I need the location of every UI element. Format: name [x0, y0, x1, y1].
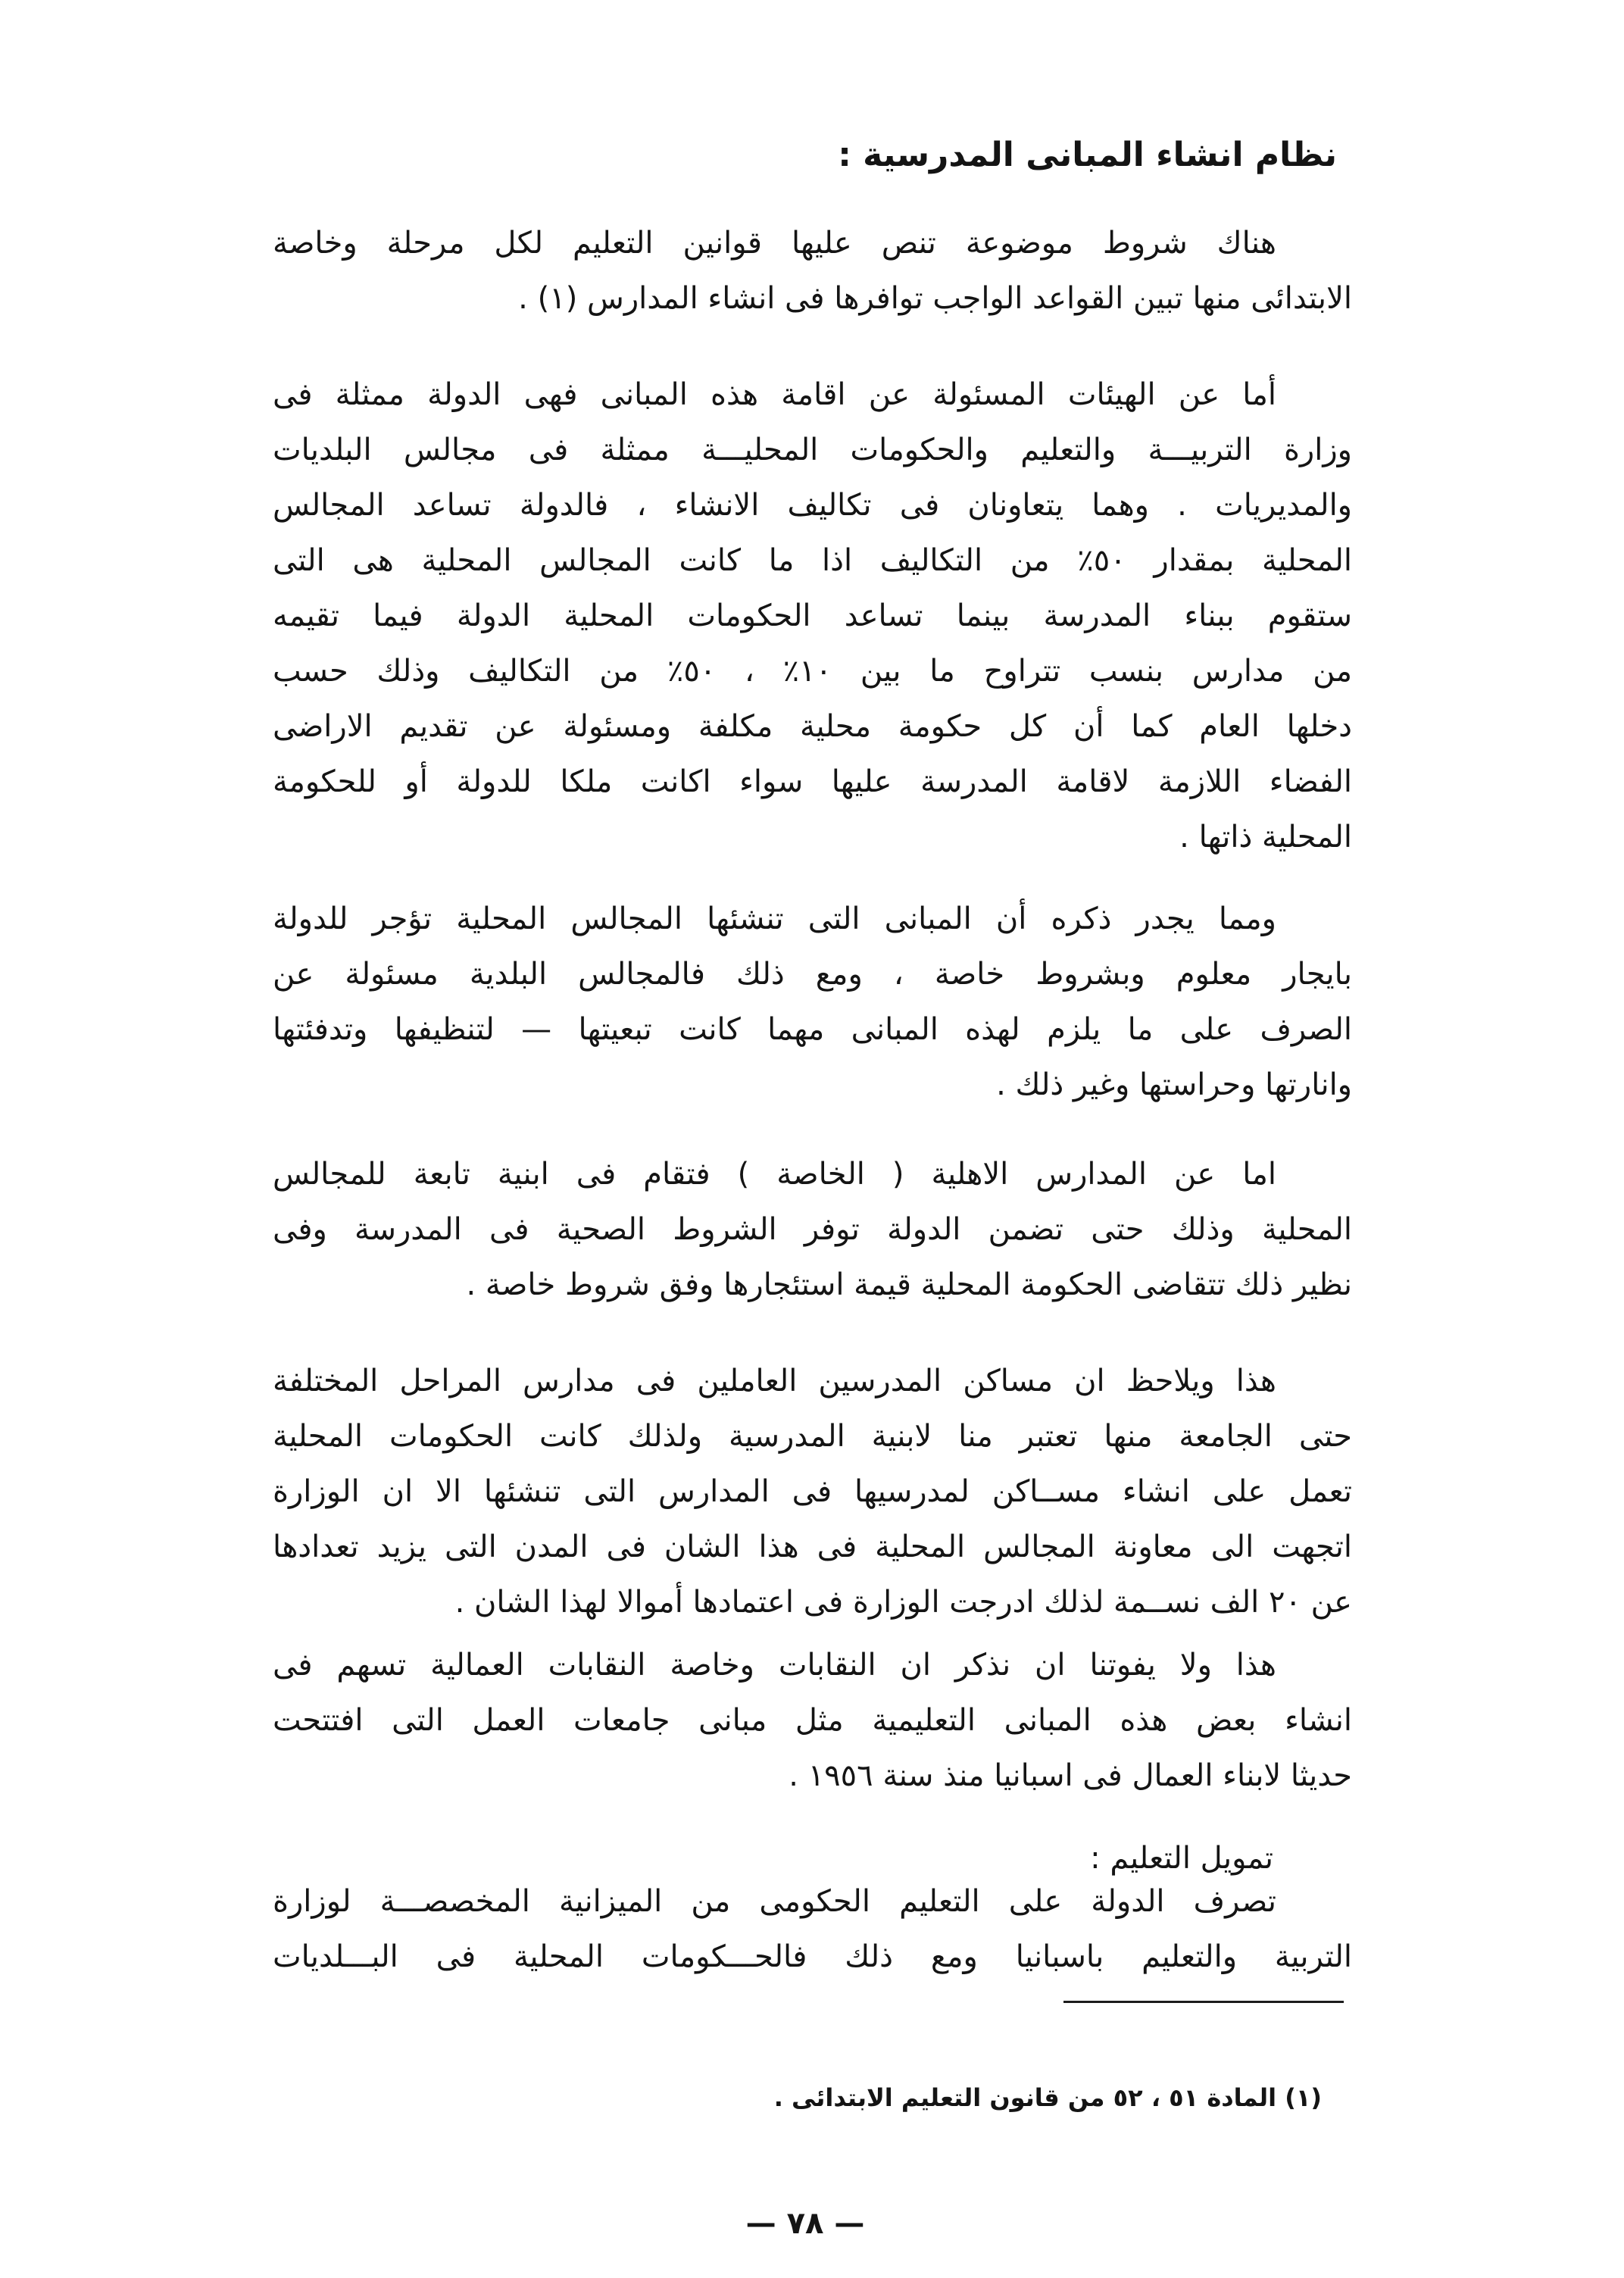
paragraph-line: تصرف الدولة على التعليم الحكومى من الميزانية المخصصـــة لوزارة [273, 1884, 1276, 1919]
paragraph-line: انشاء بعض هذه المبانى التعليمية مثل مبانى جامعات العمل التى افتتحت [273, 1703, 1352, 1738]
paragraph-line: تعمل على انشاء مســاكن لمدرسيها فى المدارس التى تنشئها الا ان الوزارة [273, 1474, 1352, 1509]
paragraph-line: اتجهت الى معاونة المجالس المحلية فى هذا الشان فى المدن التى يزيد تعدادها [273, 1530, 1352, 1564]
paragraph-line: وزارة التربيـــة والتعليم والحكومات المحليـــة ممثلة فى مجالس البلديات [273, 433, 1352, 467]
paragraph-line: الفضاء اللازمة لاقامة المدرسة عليها سواء اكانت ملكا للدولة أو للحكومة [273, 764, 1352, 799]
paragraph-line: التربية والتعليم باسبانيا ومع ذلك فالحـــكومات المحلية فى البـــلديات [273, 1939, 1352, 1974]
paragraph-line: المحلية بمقدار ٥٠٪ من التكاليف اذا ما كانت المجالس المحلية هى التى [273, 543, 1352, 578]
paragraph-line: هذا ويلاحظ ان مساكن المدرسين العاملين فى مدارس المراحل المختلفة [273, 1364, 1276, 1398]
paragraph-line: من مدارس بنسب تتراوح ما بين ١٠٪ ، ٥٠٪ من التكاليف وذلك حسب [273, 654, 1352, 689]
section-heading: تمويل التعليم : [1090, 1841, 1273, 1876]
paragraph [273, 1147, 1352, 1313]
paragraph [273, 1354, 1352, 1630]
paragraph-line: نظير ذلك تتقاضى الحكومة المحلية قيمة استئجارها وفق شروط خاصة . [466, 1267, 1352, 1302]
paragraph-line: أما عن الهيئات المسئولة عن اقامة هذه المبانى فهى الدولة ممثلة فى [273, 377, 1276, 412]
paragraph-line: ومما يجدر ذكره أن المبانى التى تنشئها المجالس المحلية تؤجر للدولة [273, 902, 1276, 936]
paragraph [273, 216, 1352, 327]
paragraph-line: المحلية ذاتها . [1179, 820, 1352, 855]
paragraph [273, 367, 1352, 865]
paragraph-line: الصرف على ما يلزم لهذه المبانى مهما كانت تبعيتها — لتنظيفها وتدفئتها [273, 1012, 1352, 1047]
paragraph-line: عن ٢٠ الف نســمة لذلك ادرجت الوزارة فى اعتمادها أموالا لهذا الشان . [454, 1585, 1352, 1620]
paragraph-line: والمديريات . وهما يتعاونان فى تكاليف الانشاء ، فالدولة تساعد المجالس [273, 488, 1352, 523]
paragraph-line: المحلية وذلك حتى تضمن الدولة توفر الشروط الصحية فى المدرسة وفى [273, 1212, 1352, 1247]
paragraph [273, 892, 1352, 1113]
paragraph [273, 1638, 1352, 1804]
paragraph-line: الابتدائى منها تبين القواعد الواجب توافرها فى انشاء المدارس (١) . [518, 281, 1352, 316]
paragraph-line: هناك شروط موضوعة تنص عليها قوانين التعليم لكل مرحلة وخاصة [273, 226, 1276, 261]
paragraph [273, 1874, 1352, 1985]
paragraph-line: دخلها العام كما أن كل حكومة محلية مكلفة ومسئولة عن تقديم الاراضى [273, 709, 1352, 744]
paragraph-line: بايجار معلوم وبشروط خاصة ، ومع ذلك فالمجالس البلدية مسئولة عن [273, 957, 1352, 992]
paragraph-line: حديثا لابناء العمال فى اسبانيا منذ سنة ١٩٥٦ . [789, 1758, 1352, 1793]
paragraph-line: حتى الجامعة منها تعتبر منا لابنية المدرسية ولذلك كانت الحكومات المحلية [273, 1419, 1352, 1454]
paragraph-line: اما عن المدارس الاهلية ( الخاصة ) فتقام فى ابنية تابعة للمجالس [273, 1157, 1276, 1192]
paragraph-line: ستقوم ببناء المدرسة بينما تساعد الحكومات المحلية الدولة فيما تقيمه [273, 598, 1352, 633]
section-title: نظام انشاء المبانى المدرسية : [838, 136, 1337, 174]
page-number: — ٧٨ — [745, 2206, 865, 2241]
footnote-divider [1063, 2001, 1344, 2003]
paragraph-line: وانارتها وحراستها وغير ذلك . [996, 1067, 1352, 1102]
paragraph-line: هذا ولا يفوتنا ان نذكر ان النقابات وخاصة النقابات العمالية تسهم فى [273, 1648, 1276, 1683]
footnote: (١) المادة ٥١ ، ٥٢ من قانون التعليم الابتدائى . [773, 2083, 1322, 2112]
